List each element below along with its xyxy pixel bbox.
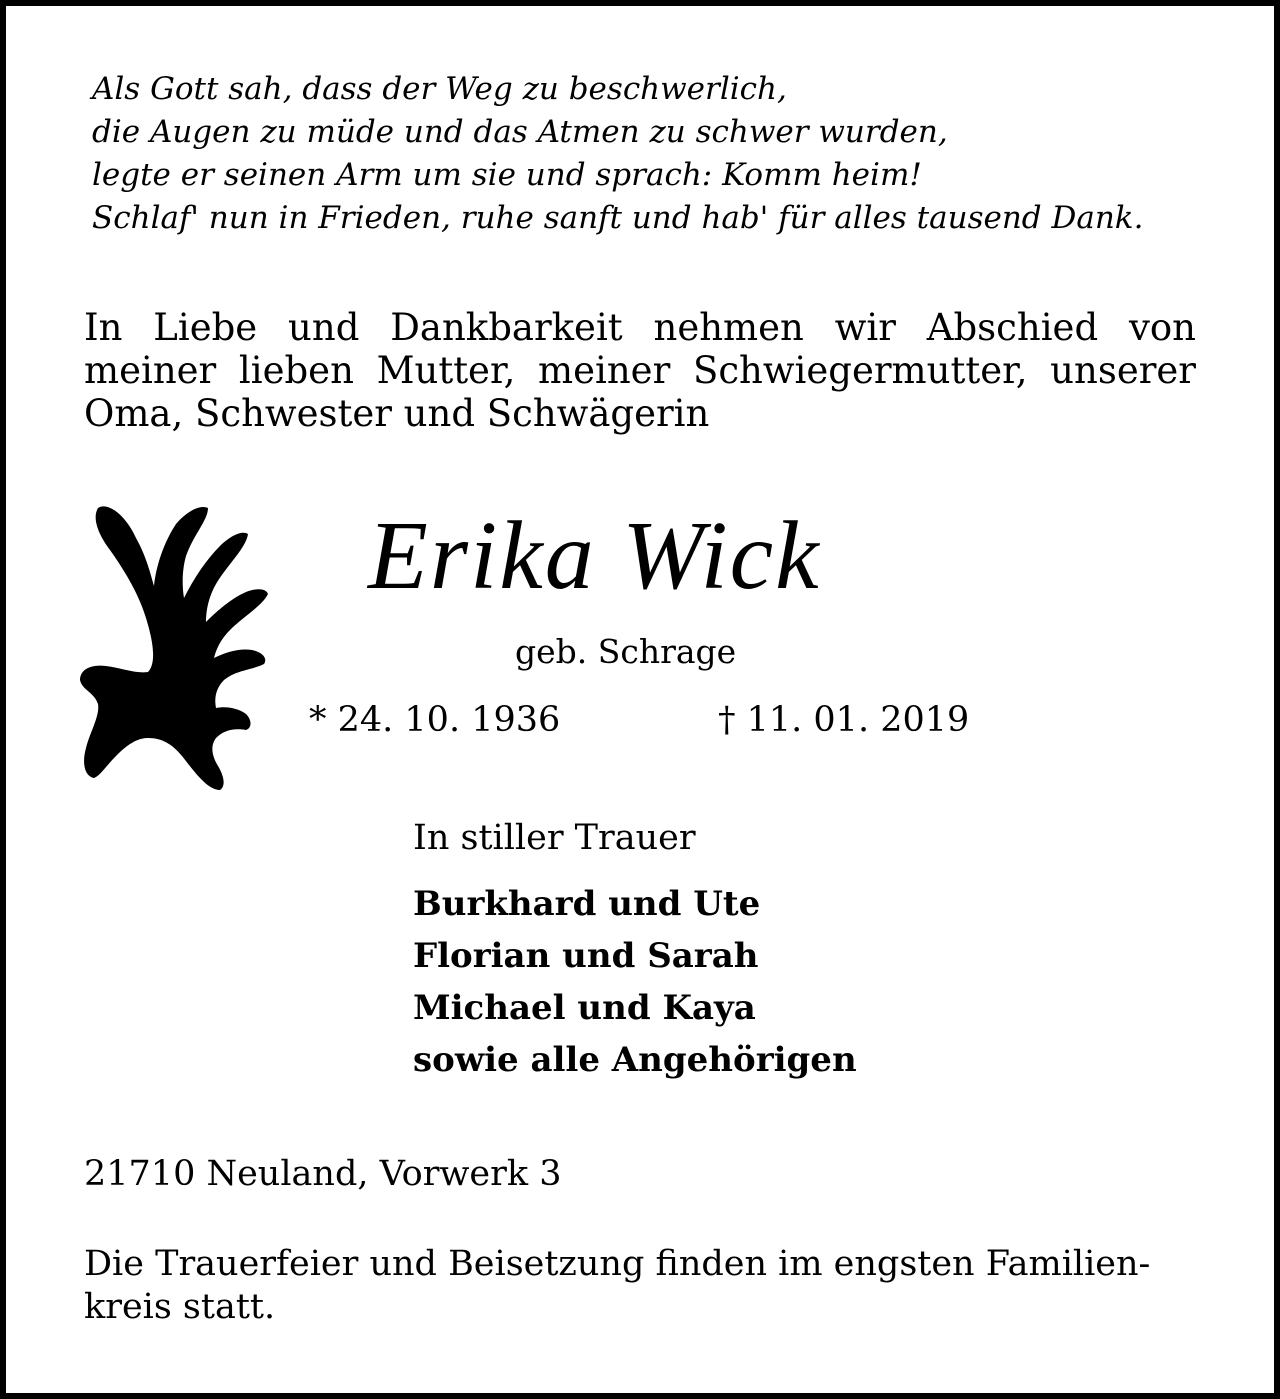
birth-date: * 24. 10. 1936 [309,700,561,740]
poem [92,68,1143,240]
leaf-ornament-shape [80,506,268,790]
leaf-ornament-icon [76,494,276,800]
address: 21710 Neuland, Vorwerk 3 [84,1154,562,1194]
intro-text: In Liebe und Dankbarkeit nehmen wir Abschied von meiner lieben Mutter, meiner Schwiegermutter, unserer Oma, Schwester und Schwägerin [84,306,1196,435]
poem-line: Schlaf' nun in Frieden, ruhe sanft und hab' für alles tausend Dank. [92,200,1144,236]
mourning-label: In stiller Trauer [413,818,696,858]
maiden-name: geb. Schrage [515,632,737,671]
poem-line: legte er seinen Arm um sie und sprach: Komm heim! [92,157,922,193]
mourner-entry: Burkhard und Ute [413,884,761,924]
poem-line: Als Gott sah, dass der Weg zu beschwerlich, [92,71,787,107]
mourner-entry: Florian und Sarah [413,936,759,976]
mourners-list [413,878,857,1086]
deceased-name: Erika Wick [368,502,821,610]
funeral-notice: Die Trauerfeier und Beisetzung finden im engsten Familien-kreis statt. [84,1244,1151,1327]
poem-line: die Augen zu müde und das Atmen zu schwer wurden, [92,114,948,150]
mourner-entry: sowie alle Angehörigen [413,1040,857,1080]
mourner-entry: Michael und Kaya [413,988,756,1028]
death-date: † 11. 01. 2019 [718,700,970,740]
